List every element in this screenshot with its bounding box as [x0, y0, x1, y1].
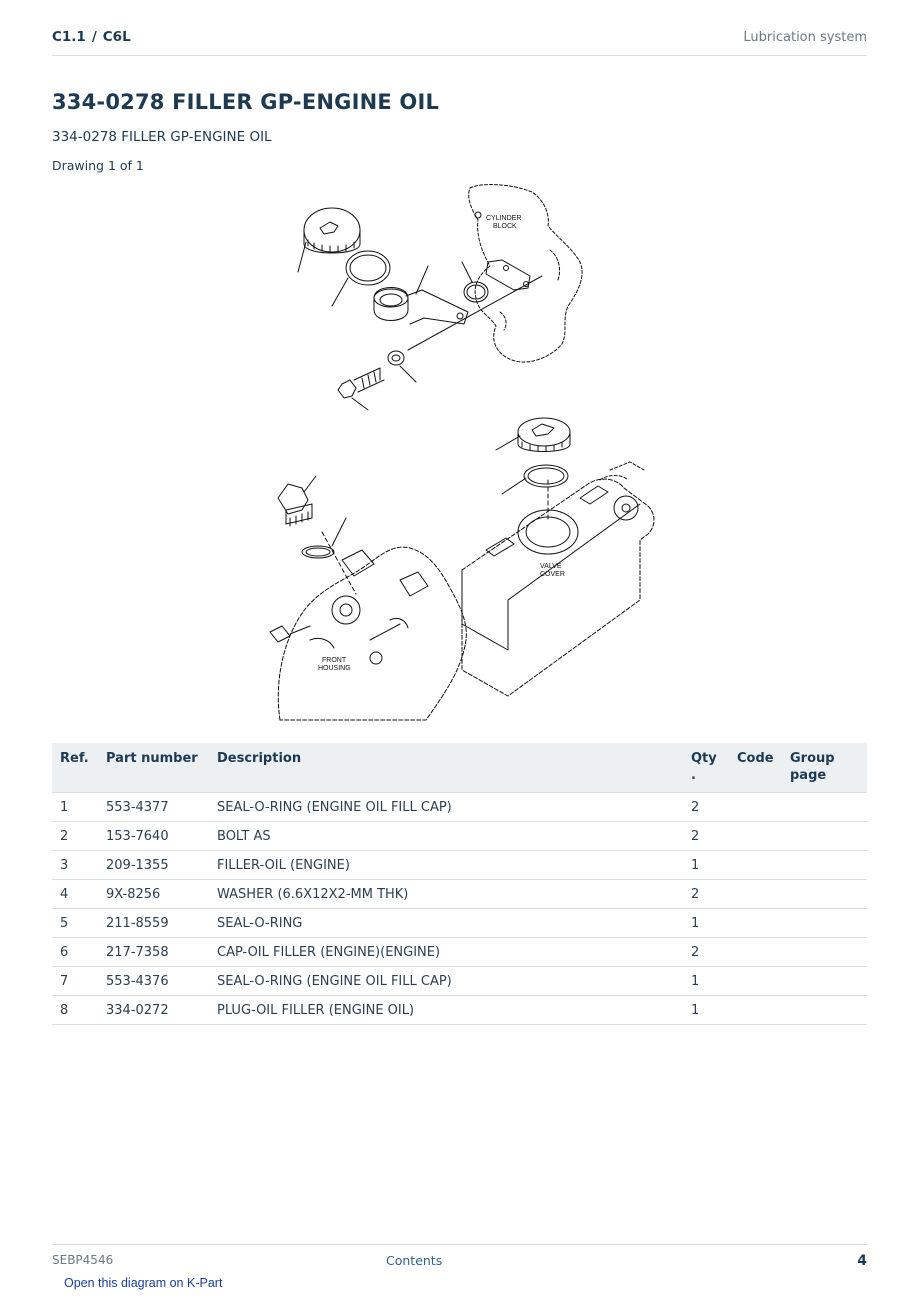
breadcrumb — [52, 29, 131, 45]
cell-part-number: 153-7640 — [98, 822, 209, 851]
document-number: SEBP4546 — [52, 1253, 114, 1267]
label-cylinder-block-2: BLOCK — [493, 223, 517, 230]
col-header-group-line2: page — [790, 768, 827, 783]
cell-group-page — [782, 909, 867, 938]
table-row — [52, 967, 867, 996]
cell-part-number: 209-1355 — [98, 851, 209, 880]
col-header-description: Description — [217, 751, 302, 766]
cell-qty: 1 — [683, 996, 729, 1025]
cell-qty: 1 — [683, 909, 729, 938]
breadcrumb-separator: / — [91, 29, 97, 45]
label-valve-cover-2: COVER — [540, 571, 565, 578]
cell-code — [729, 938, 782, 967]
page-title: 334-0278 FILLER GP-ENGINE OIL — [52, 90, 440, 114]
cell-ref: 2 — [52, 822, 98, 851]
col-header-group-line1: Group — [790, 751, 835, 766]
table-row — [52, 880, 867, 909]
cell-qty: 1 — [683, 967, 729, 996]
cell-qty: 2 — [683, 793, 729, 822]
cell-group-page — [782, 793, 867, 822]
cell-part-number: 334-0272 — [98, 996, 209, 1025]
front-housing-drawing — [270, 476, 466, 720]
cell-ref: 5 — [52, 909, 98, 938]
page-footer — [52, 1244, 867, 1275]
cell-qty: 1 — [683, 851, 729, 880]
page-subtitle: 334-0278 FILLER GP-ENGINE OIL — [52, 129, 272, 145]
cell-code — [729, 996, 782, 1025]
cell-part-number: 553-4376 — [98, 967, 209, 996]
cell-code — [729, 909, 782, 938]
open-kpart-link[interactable]: Open this diagram on K-Part — [64, 1276, 223, 1290]
cell-description: SEAL-O-RING (ENGINE OIL FILL CAP) — [209, 967, 683, 996]
section-name: Lubrication system — [743, 30, 867, 45]
cell-ref: 3 — [52, 851, 98, 880]
cylinder-block-drawing — [469, 185, 582, 363]
cell-group-page — [782, 996, 867, 1025]
cell-group-page — [782, 851, 867, 880]
cell-qty: 2 — [683, 880, 729, 909]
contents-link[interactable]: Contents — [386, 1253, 443, 1268]
col-header-part-number: Part number — [106, 751, 198, 766]
cell-ref: 4 — [52, 880, 98, 909]
col-header-ref: Ref. — [60, 751, 89, 766]
cell-code — [729, 793, 782, 822]
cell-code — [729, 880, 782, 909]
cell-description: BOLT AS — [209, 822, 683, 851]
col-header-qty — [683, 743, 729, 793]
cell-part-number: 211-8559 — [98, 909, 209, 938]
cell-code — [729, 851, 782, 880]
cell-description: PLUG-OIL FILLER (ENGINE OIL) — [209, 996, 683, 1025]
col-header-qty-line2: . — [691, 768, 696, 783]
upper-filler-assembly — [298, 208, 542, 410]
table-row — [52, 938, 867, 967]
label-front-housing-1: FRONT — [322, 657, 347, 664]
parts-diagram-drawing — [250, 180, 670, 728]
cell-part-number: 9X-8256 — [98, 880, 209, 909]
valve-cover-drawing — [462, 418, 654, 696]
label-front-housing-2: HOUSING — [318, 665, 351, 672]
cell-part-number: 217-7358 — [98, 938, 209, 967]
col-header-qty-line1: Qty — [691, 751, 717, 766]
cell-group-page — [782, 938, 867, 967]
cell-group-page — [782, 822, 867, 851]
cell-qty: 2 — [683, 938, 729, 967]
table-row — [52, 996, 867, 1025]
breadcrumb-model: C6L — [102, 29, 131, 45]
cell-description: SEAL-O-RING — [209, 909, 683, 938]
cell-code — [729, 967, 782, 996]
parts-diagram — [250, 180, 670, 728]
cell-description: WASHER (6.6X12X2-MM THK) — [209, 880, 683, 909]
label-valve-cover-1: VALVE — [540, 563, 562, 570]
cell-description: SEAL-O-RING (ENGINE OIL FILL CAP) — [209, 793, 683, 822]
cell-part-number: 553-4377 — [98, 793, 209, 822]
breadcrumb-code: C1.1 — [52, 29, 86, 45]
table-row — [52, 822, 867, 851]
table-row — [52, 851, 867, 880]
cell-ref: 8 — [52, 996, 98, 1025]
cell-ref: 1 — [52, 793, 98, 822]
cell-qty: 2 — [683, 822, 729, 851]
page-number: 4 — [857, 1253, 867, 1269]
cell-group-page — [782, 880, 867, 909]
cell-code — [729, 822, 782, 851]
cell-ref: 7 — [52, 967, 98, 996]
label-cylinder-block-1: CYLINDER — [486, 215, 522, 222]
cell-group-page — [782, 967, 867, 996]
table-row — [52, 793, 867, 822]
parts-table — [52, 743, 867, 1025]
cell-description: FILLER-OIL (ENGINE) — [209, 851, 683, 880]
cell-description: CAP-OIL FILLER (ENGINE)(ENGINE) — [209, 938, 683, 967]
parts-table-header — [52, 743, 867, 793]
cell-ref: 6 — [52, 938, 98, 967]
drawing-count: Drawing 1 of 1 — [52, 158, 144, 173]
table-row — [52, 909, 867, 938]
col-header-group-page — [782, 743, 867, 793]
col-header-code: Code — [737, 751, 774, 766]
page-header — [52, 28, 867, 56]
